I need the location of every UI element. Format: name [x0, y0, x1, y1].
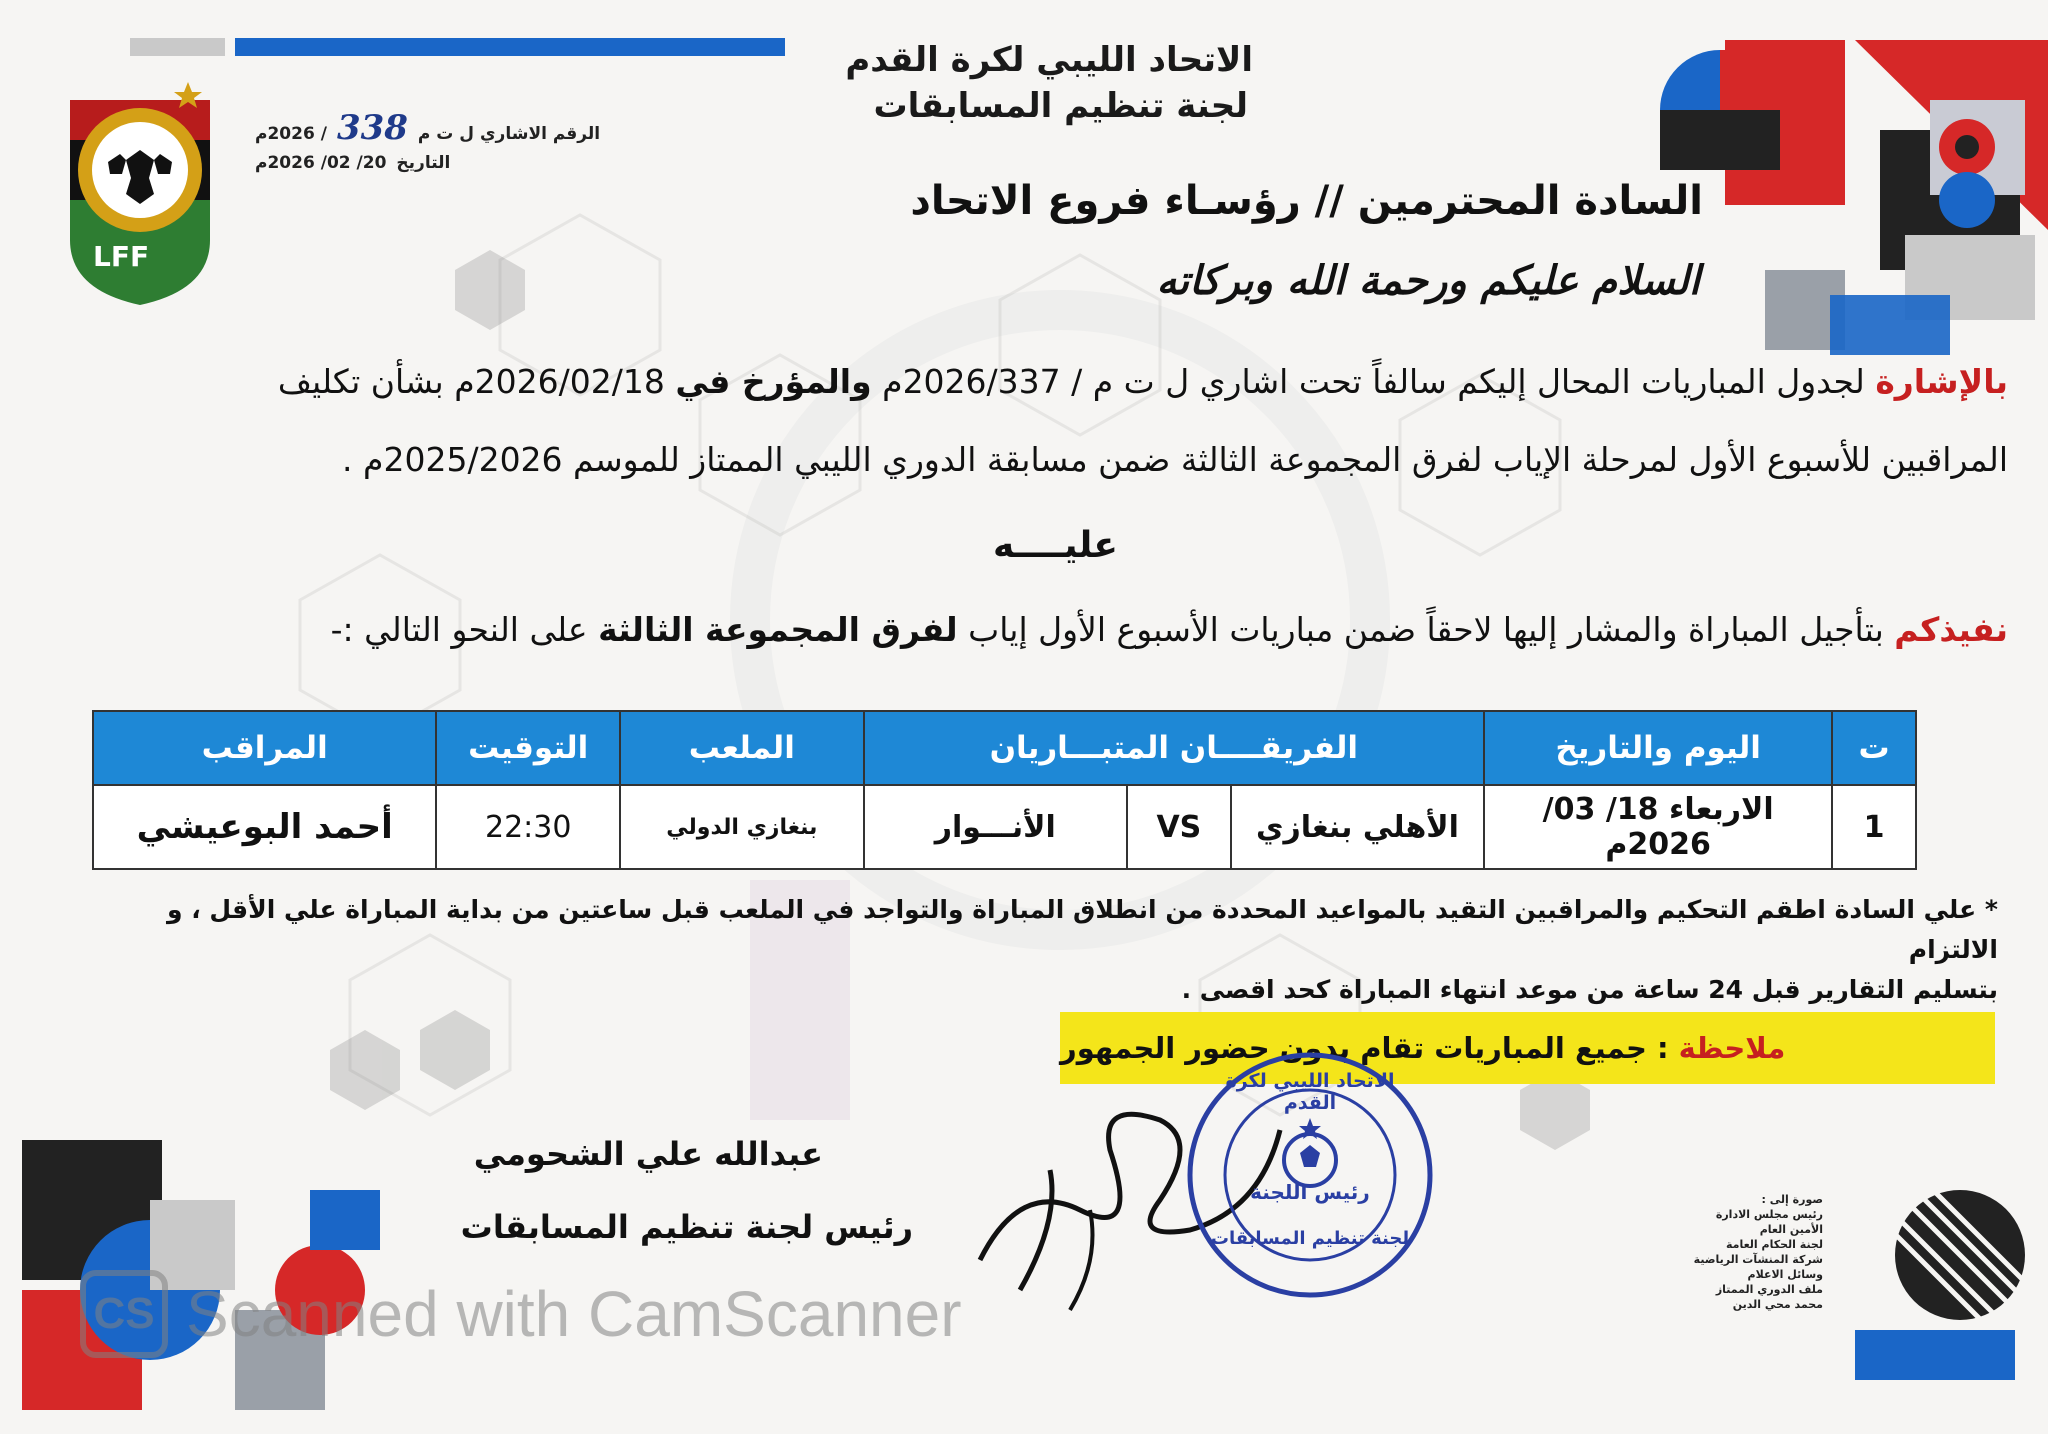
lff-logo — [50, 70, 230, 310]
logo-letters — [93, 240, 198, 273]
remark-text: جميع المباريات تقام بدون حضور الجمهور — [1060, 1031, 1647, 1065]
cell-team-home: الأهلي بنغازي — [1231, 785, 1484, 869]
org-name: الاتحاد الليبي لكرة القدم — [845, 40, 1253, 80]
cell-vs: VS — [1127, 785, 1231, 869]
date-value: 20/ 02/ 2026م — [255, 153, 387, 173]
cc-list — [1694, 1192, 1823, 1312]
cc-item: محمد محي الدين — [1732, 1298, 1823, 1311]
cc-item: الأمين العام — [1759, 1223, 1823, 1236]
table-row — [93, 785, 1916, 869]
instructions-line-1: * علي السادة اطقم التحكيم والمراقبين التقيد بالمواعيد المحددة من انطلاق المباراة والتواجد في الملعب قبل ساعتين من بداية المباراة علي الأقل ، و الالتزام — [166, 895, 1998, 964]
signatory-title: رئيس لجنة تنظيم المسابقات — [460, 1208, 913, 1246]
instructions-note — [100, 890, 1998, 1010]
remark-label: ملاحظة — [1678, 1031, 1786, 1065]
cc-item: رئيس مجلس الادارة — [1715, 1208, 1823, 1221]
cc-item: وسائل الاعلام — [1747, 1268, 1823, 1281]
cell-time: 22:30 — [436, 785, 620, 869]
stamp-bottom-text: لجنة تنظيم المسابقات — [1210, 1228, 1410, 1249]
stamp-ring-text: الاتحاد الليبي لكرة القدم — [1225, 1070, 1395, 1114]
cell-day-date: الاربعاء 18/ 03/ 2026م — [1484, 785, 1832, 869]
group-name: لفرق المجموعة الثالثة — [598, 610, 958, 649]
cc-item: شركة المنشآت الرياضية — [1693, 1253, 1823, 1266]
paragraph-instruction — [160, 610, 2008, 649]
header-teams: الفريقــــان المتبـــاريان — [864, 711, 1485, 785]
paragraph-text: 2026/02/18م بشأن تكليف — [277, 362, 676, 401]
signatory-name: عبدالله علي الشحومي — [473, 1135, 823, 1173]
paragraph-text: لجدول المباريات المحال إليكم سالفاً تحت اشاري ل ت م / 2026/337م — [871, 362, 1876, 401]
greeting: السلام عليكم ورحمة الله وبركاته — [1156, 258, 1700, 304]
paragraph-text: على النحو التالي :- — [330, 610, 599, 649]
header-observer: المراقب — [93, 711, 436, 785]
header-day-date: اليوم والتاريخ — [1484, 711, 1832, 785]
cell-team-away: الأنـــوار — [864, 785, 1127, 869]
paragraph-reference — [160, 362, 2008, 401]
logo-letters-text: LFF — [93, 240, 150, 273]
therefore-heading: عليــــه — [992, 525, 1118, 566]
addressee: السادة المحترمين // رؤسـاء فروع الاتحاد — [910, 178, 1703, 224]
instruction-lead: نفيذكم — [1894, 610, 2008, 649]
date-label: التاريخ — [396, 153, 451, 173]
cell-observer: أحمد البوعيشي — [93, 785, 436, 869]
camscanner-icon: CS — [80, 1270, 168, 1358]
header-stadium: الملعب — [620, 711, 863, 785]
cc-item: صورة إلى : — [1761, 1193, 1823, 1206]
cc-item: ملف الدوري الممتاز — [1715, 1283, 1823, 1296]
remark-separator: : — [1656, 1031, 1669, 1065]
camscanner-watermark — [80, 1270, 962, 1358]
paragraph-dated: والمؤرخ في — [675, 362, 872, 401]
cell-num: 1 — [1832, 785, 1916, 869]
reference-number-row — [255, 108, 600, 148]
reference-suffix: / 2026م — [255, 124, 327, 144]
header-time: التوقيت — [436, 711, 620, 785]
camscanner-text: Scanned with CamScanner — [186, 1278, 962, 1350]
paragraph-lead: بالإشارة — [1875, 362, 2008, 401]
paragraph-subject: المراقبين للأسبوع الأول لمرحلة الإياب لفرق المجموعة الثالثة ضمن مسابقة الدوري الليبي الممتاز للموسم 2025/2026م . — [342, 440, 2008, 479]
reference-number: 338 — [336, 108, 408, 148]
date-row — [255, 153, 450, 173]
instructions-line-2: بتسليم التقارير قبل 24 ساعة من موعد انتهاء المباراة كحد اقصى . — [1181, 975, 1998, 1004]
stamp-center-text: رئيس اللجنة — [1250, 1180, 1370, 1204]
header-num: ت — [1832, 711, 1916, 785]
cell-stadium: بنغازي الدولي — [620, 785, 863, 869]
paragraph-text: بتأجيل المباراة والمشار إليها لاحقاً ضمن مباريات الأسبوع الأول إياب — [957, 610, 1895, 649]
committee-name: لجنة تنظيم المسابقات — [873, 86, 1248, 126]
reference-label: الرقم الاشاري ل ت م — [417, 124, 601, 144]
cc-item: لجنة الحكام العامة — [1725, 1238, 1823, 1251]
match-schedule-table — [92, 710, 1917, 870]
table-header-row — [93, 711, 1916, 785]
